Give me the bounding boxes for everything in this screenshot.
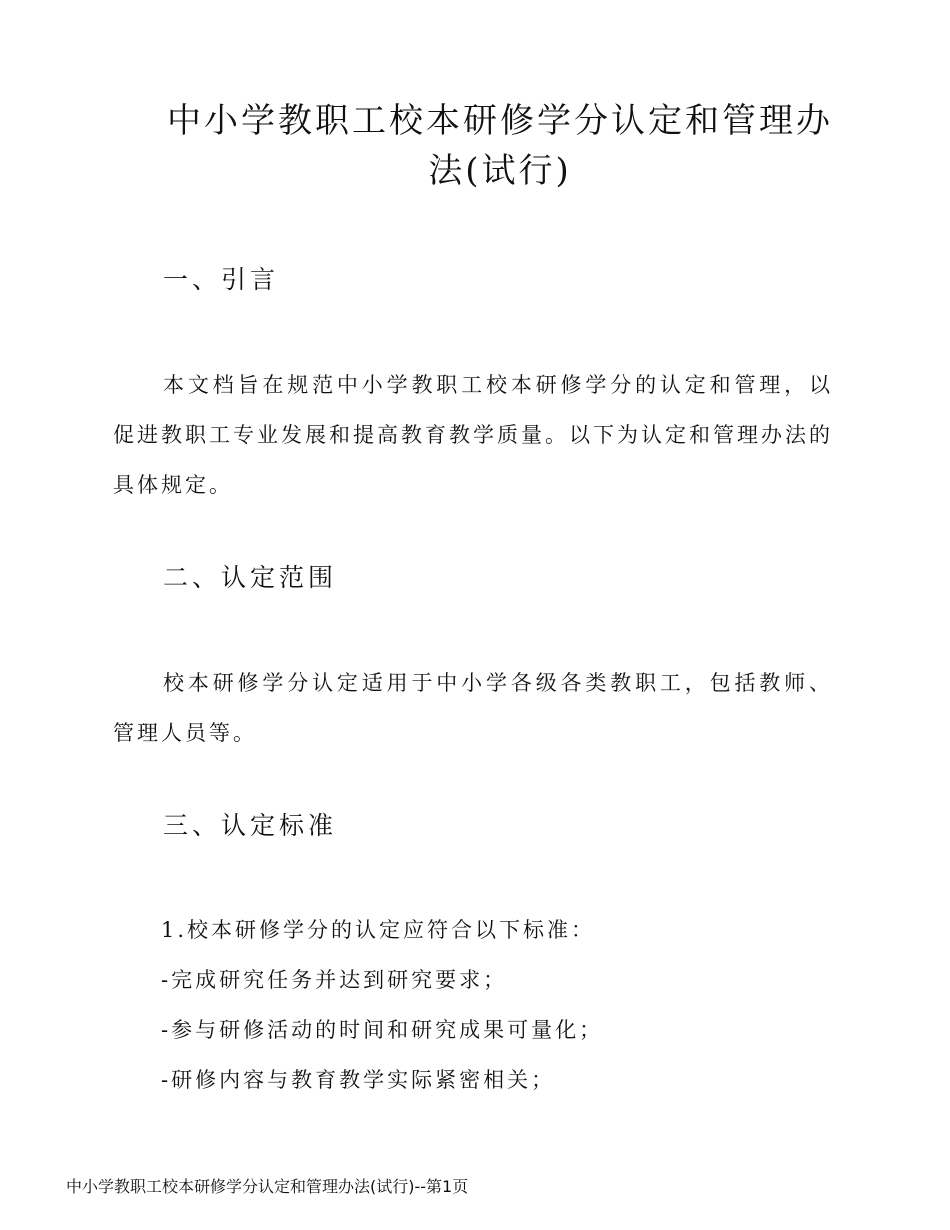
standards-item-4: -研修内容与教育教学实际紧密相关； [161,1068,556,1092]
document-title [110,96,890,196]
standards-item-2: -完成研究任务并达到研究要求； [161,968,508,992]
title-line-1: 中小学教职工校本研修学分认定和管理办 [167,101,833,141]
page-footer: 中小学教职工校本研修学分认定和管理办法(试行)--第1页 [66,1177,469,1196]
section-paragraph-scope: 校本研修学分认定适用于中小学各级各类教职工，包括教师、管理人员等。 [113,671,833,745]
section-paragraph-introduction: 本文档旨在规范中小学教职工校本研修学分的认定和管理，以促进教职工专业发展和提高教育教学质量。以下为认定和管理办法的具体规定。 [113,373,833,497]
section-heading-introduction: 一、引言 [163,265,280,294]
title-line-2: 法(试行) [428,151,572,191]
section-heading-standards: 三、认定标准 [163,811,338,840]
standards-item-1: 1.校本研修学分的认定应符合以下标准： [161,918,596,942]
section-heading-scope: 二、认定范围 [163,563,338,592]
standards-item-3: -参与研修活动的时间和研究成果可量化； [161,1018,604,1042]
